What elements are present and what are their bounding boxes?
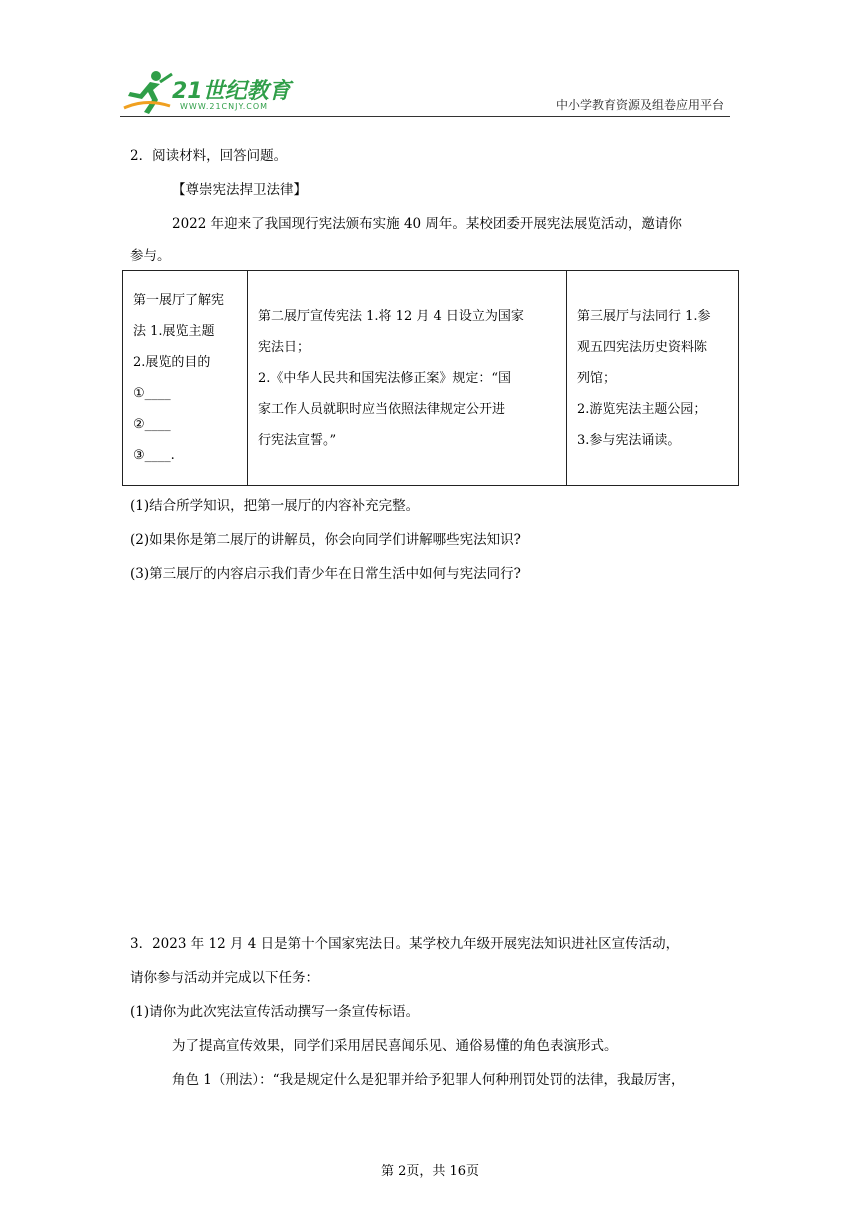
logo-text: 21世纪教育: [172, 79, 291, 104]
header-divider: [120, 116, 730, 117]
hall-3-line: 第三展厅与法同行 1.参: [577, 308, 711, 324]
hall-3-line: 观五四宪法历史资料陈: [577, 339, 708, 355]
hall-1-cell: [123, 271, 248, 486]
hall-1-blank-3: ③____.: [133, 448, 175, 463]
hall-1-line: 第一展厅了解宪: [133, 293, 225, 308]
hall-2-cell: [248, 271, 567, 486]
question-3-line-1: 3．2023 年 12 月 4 日是第十个国家宪法日。某学校九年级开展宪法知识进社区宣传活动，: [130, 936, 680, 952]
hall-1-line: 2.展览的目的: [133, 355, 211, 370]
hall-3-line: 列馆；: [577, 370, 617, 386]
logo: [120, 68, 300, 116]
page-number: 第 2页，共 16页: [380, 1164, 480, 1179]
hall-2-line: 第二展厅宣传宪法 1.将 12 月 4 日设立为国家: [258, 308, 524, 324]
hall-3-cell: [567, 271, 739, 486]
hall-2-line: 家工作人员就职时应当依照法律规定公开进: [258, 401, 506, 417]
hall-1-blank-2: ②____: [133, 417, 171, 432]
logo-url: WWW.21CNJY.COM: [180, 102, 269, 111]
hall-2-line: 2.《中华人民共和国宪法修正案》规定：“国: [258, 370, 512, 386]
question-2-intro-line-2: 参与。: [130, 248, 171, 264]
question-2-sub-3: (3)第三展厅的内容启示我们青少年在日常生活中如何与宪法同行?: [130, 566, 521, 582]
runner-logo-icon: [120, 68, 174, 116]
hall-2-line: 宪法日；: [258, 339, 311, 355]
question-2-sub-2: (2)如果你是第二展厅的讲解员，你会向同学们讲解哪些宪法知识?: [130, 532, 521, 548]
hall-1-blank-1: ①____: [133, 386, 171, 401]
table-row: [123, 271, 739, 486]
page-header: [120, 64, 730, 120]
question-3-paragraph-1: 为了提高宣传效果，同学们采用居民喜闻乐见、通俗易懂的角色表演形式。: [172, 1038, 618, 1054]
hall-3-line: 2.游览宪法主题公园；: [577, 401, 707, 417]
question-2-intro-line-1: 2022 年迎来了我国现行宪法颁布实施 40 周年。某校团委开展宪法展览活动，邀请你: [172, 216, 682, 232]
question-2-sub-1: (1)结合所学知识，把第一展厅的内容补充完整。: [130, 498, 420, 514]
question-3-sub-1: (1)请你为此次宪法宣传活动撰写一条宣传标语。: [130, 1004, 420, 1020]
platform-name: 中小学教育资源及组卷应用平台: [555, 98, 724, 112]
question-3-paragraph-2: 角色 1（刑法）：“我是规定什么是犯罪并给予犯罪人何种刑罚处罚的法律，我最厉害，: [172, 1072, 685, 1088]
hall-3-line: 3.参与宪法诵读。: [577, 432, 681, 448]
question-2-subtitle: 【尊崇宪法捍卫法律】: [172, 182, 307, 198]
question-3-line-2: 请你参与活动并完成以下任务：: [130, 970, 319, 986]
hall-2-line: 行宪法宣誓。”: [258, 432, 337, 448]
exhibit-table: [122, 270, 739, 486]
hall-1-line: 法 1.展览主题: [133, 324, 215, 339]
question-2-title: 2．阅读材料，回答问题。: [130, 148, 288, 164]
